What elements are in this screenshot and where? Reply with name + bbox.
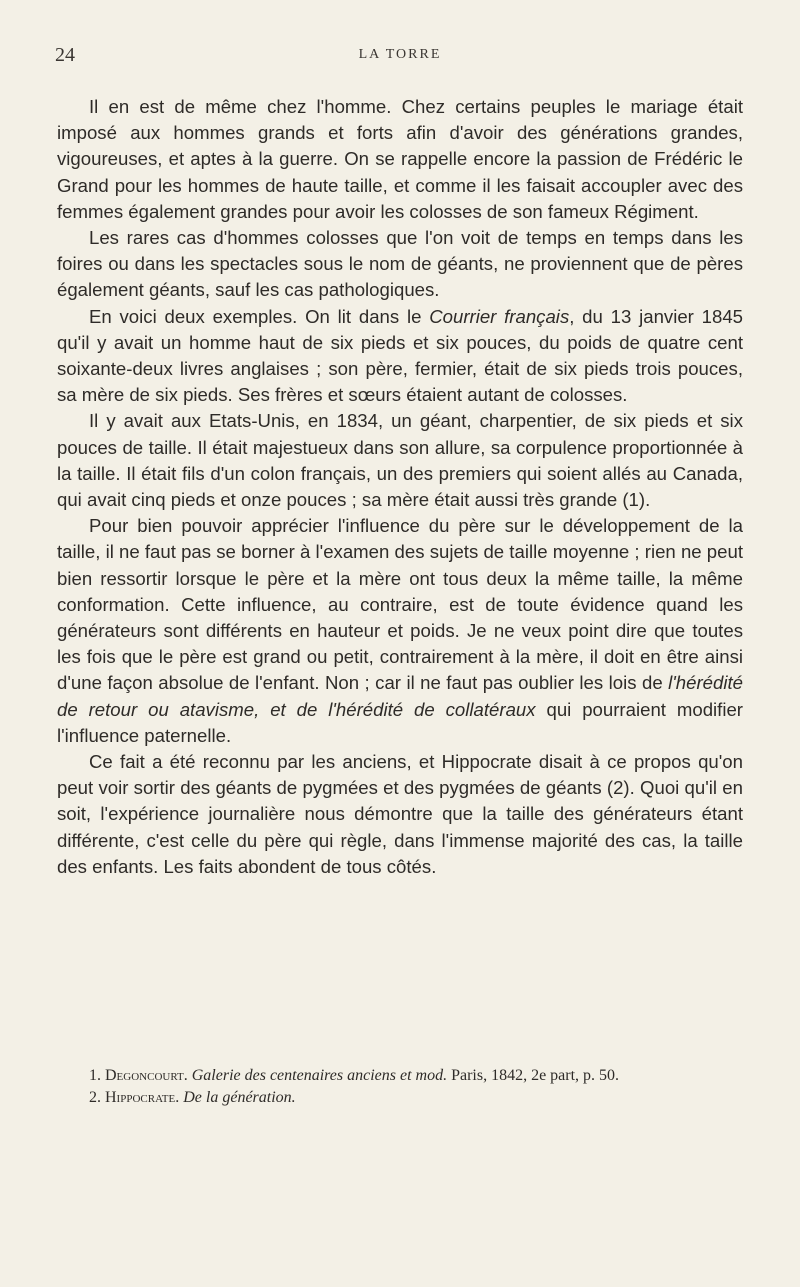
paragraph xyxy=(57,513,743,749)
running-title: LA TORRE xyxy=(358,47,442,62)
italic-title: Courrier français xyxy=(429,305,570,327)
footnotes xyxy=(57,1065,757,1109)
footnote-title: Galerie des centenaires anciens et mod. xyxy=(191,1067,448,1084)
text-span: qui pourraient modifier l'influence paternelle. xyxy=(57,698,744,746)
body-text xyxy=(57,94,743,880)
text-span: En voici deux exemples. On lit dans le xyxy=(89,305,430,327)
text-span: Il en est de même chez l'homme. Chez certains peuples le mariage était imposé aux hommes grands et forts afin d'avoir des générations grandes, vigoureuses, et aptes à la guerre. On se rappelle encore la passion de Frédéric le Grand pour les hommes de haute taille, et comme il les faisait accoupler avec des femmes également grandes pour avoir les colosses de son fameux Régiment. xyxy=(57,96,743,222)
text-span: Paris, 1842, 2e part, p. 50. xyxy=(447,1067,620,1084)
footnote-author: Hippocrate xyxy=(105,1089,176,1106)
footnote-title: De la génération. xyxy=(183,1089,296,1106)
italic-term: l'hérédité de retour ou atavisme, et de l'hérédité de collatéraux xyxy=(57,672,743,720)
footnote xyxy=(57,1065,757,1087)
paragraph xyxy=(57,304,743,409)
paragraph xyxy=(57,94,743,225)
paragraph xyxy=(57,408,743,513)
text-span: . xyxy=(175,1089,184,1106)
paragraph xyxy=(57,749,743,880)
text-span: Les rares cas d'hommes colosses que l'on voit de temps en temps dans les foires ou dans les spectacles sous le nom de géants, ne proviennent que de pères également géants, sauf les cas pathologiques. xyxy=(57,227,743,301)
footnote xyxy=(57,1087,757,1109)
text-span: , du 13 janvier 1845 qu'il y avait un homme haut de six pieds et six pouces, du poids de quatre cent soixante-deux livres anglaises ; son père, fermier, était de six pieds trois pouces, sa mère de six pieds. Ses frères et sœurs étaient autant de colosses. xyxy=(57,305,743,406)
paragraph xyxy=(57,225,743,304)
footnote-author: Degoncourt xyxy=(105,1067,184,1084)
text-span: Il y avait aux Etats-Unis, en 1834, un géant, charpentier, de six pieds et six pouces de taille. Il était majestueux dans son allure, sa corpulence proportionnée à la taille. Il était fils d'un colon français, un des premiers qui soient allés au Canada, qui avait cinq pieds et onze pouces ; sa mère était aussi très grande (1). xyxy=(57,410,743,511)
footnote-number: 2. xyxy=(89,1089,105,1106)
page-header xyxy=(55,44,745,74)
footnote-number: 1. xyxy=(89,1067,105,1084)
text-span: . xyxy=(183,1067,192,1084)
page-number: 24 xyxy=(55,44,75,66)
text-span: Ce fait a été reconnu par les anciens, et Hippocrate disait à ce propos qu'on peut voir sortir des géants de pygmées et des pygmées de géants (2). Quoi qu'il en soit, l'expérience journalière nous démontre que la taille des générateurs étant différente, c'est celle du père qui règle, dans l'immense majorité des cas, la taille des enfants. Les faits abondent de tous côtés. xyxy=(57,751,743,877)
text-span: Pour bien pouvoir apprécier l'influence du père sur le développement de la taille, il ne faut pas se borner à l'examen des sujets de taille moyenne ; rien ne peut bien ressortir lorsque le père et la mère ont tous deux la même taille, la même conformation. Cette influence, au contraire, est de toute évidence quand les générateurs sont différents en hauteur et poids. Je ne veux point dire que toutes les fois que le père est grand ou petit, contrairement à la mère, il doit en être ainsi d'une façon absolue de l'enfant. Non ; car il ne faut pas oublier les lois de xyxy=(57,515,743,694)
